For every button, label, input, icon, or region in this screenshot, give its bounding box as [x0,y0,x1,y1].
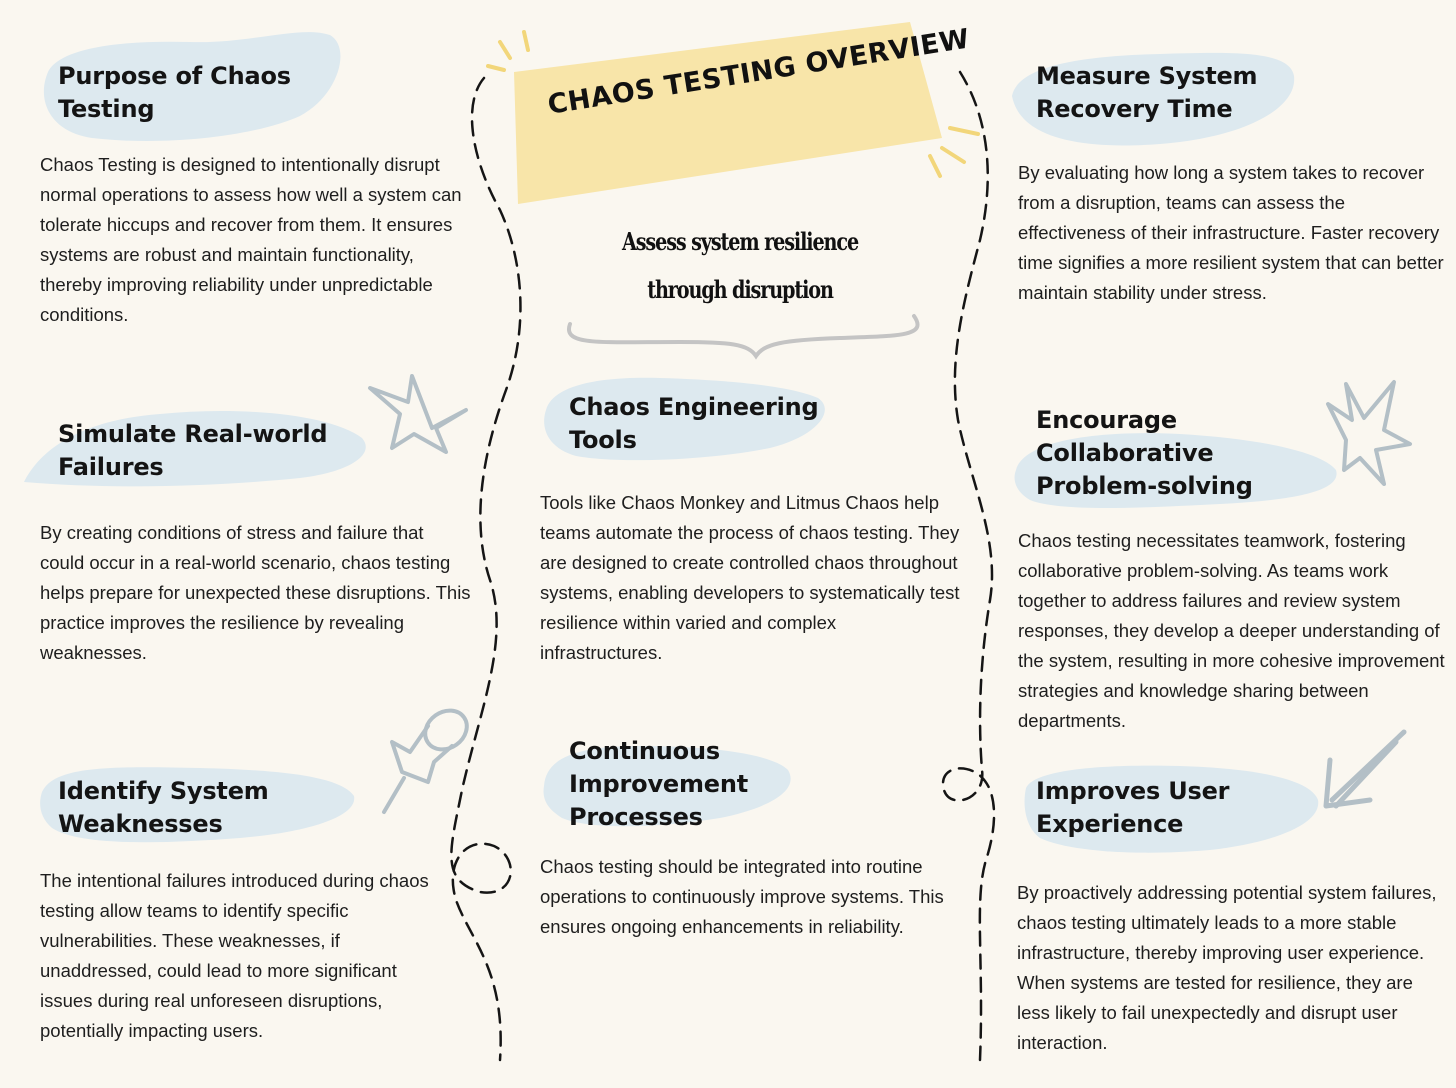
star-icon [370,376,466,452]
continuous-heading: Continuous Improvement Processes [569,737,749,831]
encourage-heading: Encourage Collaborative Problem-solving [1036,406,1253,500]
page-title: CHAOS TESTING OVERVIEW [545,23,972,121]
ux-body: By proactively addressing potential system failures, chaos testing ultimately leads to a more stable infrastructure, thereby improving user experience. When systems are tested for resilience, they are less likely to fail unexpectedly and disrupt user interaction. [1017,882,1437,1053]
measure-heading: Measure System Recovery Time [1036,62,1258,123]
measure-body: By evaluating how long a system takes to recover from a disruption, teams can assess the effectiveness of their infrastructure. Faster recovery time signifies a more resilient system that can better maintain stability under stress. [1018,162,1444,303]
subtitle-brace [569,316,918,356]
encourage-body: Chaos testing necessitates teamwork, fostering collaborative problem-solving. As teams work together to address failures and review system responses, they develop a deeper understanding of the system, resulting in more cohesive improvement strategies and knowledge sharing between departments. [1018,530,1445,731]
purpose-heading: Purpose of Chaos Testing [58,62,291,123]
arrow-icon [1326,732,1404,806]
identify-body: The intentional failures introduced during chaos testing allow teams to identify specific vulnerabilities. These weaknesses, if unaddressed, could lead to more significant issues during real unforeseen disruptions, potentially impacting users. [40,870,429,1041]
sparkle-icon [1328,382,1410,484]
identify-heading: Identify System Weaknesses [58,777,269,838]
simulate-heading: Simulate Real-world Failures [58,420,328,481]
purpose-body: Chaos Testing is designed to intentionally disrupt normal operations to assess how well a system can tolerate hiccups and recover from them. It ensures systems are robust and maintain functionality, thereby improving reliability under unpredictable conditions. [40,154,462,325]
title-spark-rays [488,23,978,176]
ux-heading: Improves User Experience [1036,777,1230,838]
tools-body: Tools like Chaos Monkey and Litmus Chaos help teams automate the process of chaos testing. They are designed to create controlled chaos throughout systems, enabling developers to systematically test resilience within varied and complex infrastructures. [540,492,960,663]
simulate-body: By creating conditions of stress and failure that could occur in a real-world scenario, chaos testing helps prepare for unexpected these disruptions. This practice improves the resilience by revealing weaknesses. [40,522,471,663]
continuous-body: Chaos testing should be integrated into routine operations to continuously improve systems. This ensures ongoing enhancements in reliability. [540,856,944,937]
page-subtitle: Assess system resilience through disruption [621,227,859,304]
tools-heading: Chaos Engineering Tools [569,393,819,454]
